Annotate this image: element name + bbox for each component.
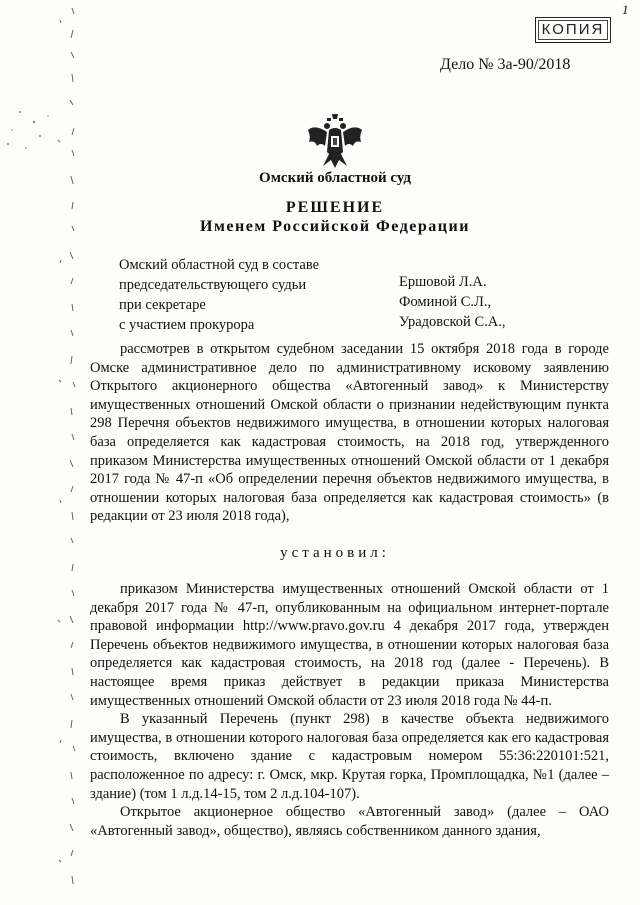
composition-line: Омский областной суд в составе bbox=[119, 257, 320, 273]
body-text bbox=[90, 580, 609, 840]
decision-title: РЕШЕНИЕ bbox=[285, 199, 385, 216]
composition-line: с участием прокурора bbox=[119, 317, 255, 333]
established-heading: установил: bbox=[280, 545, 390, 561]
body-paragraph: приказом Министерства имущественных отношений Омской области от 1 декабря 2017 года № 47-п, опубликованным на официальном интернет-портале правовой информации http://www.pravo.gov.ru 4 декабря 2017 года, утвержден Перечень объектов недвижимого имущества, в отношении которых налоговая база определяется как кадастровая стоимость, на 2018 год (далее - Перечень). В настоящее время приказ действует в редакции приказа Министерства имущественных отношений Омской области от 23 июля 2018 года № 44-п. bbox=[90, 581, 609, 709]
decision-subtitle: Именем Российской Федерации bbox=[200, 218, 470, 235]
coat-of-arms-emblem bbox=[305, 112, 365, 172]
prosecutor-name: Урадовской С.А., bbox=[399, 314, 506, 330]
intro-paragraph-block bbox=[90, 340, 609, 526]
court-name: Омский областной суд bbox=[259, 170, 411, 186]
judge-name: Ершовой Л.А. bbox=[399, 274, 487, 290]
composition-names bbox=[399, 272, 505, 332]
copy-stamp: КОПИЯ bbox=[535, 17, 611, 43]
case-number: Дело № 3а-90/2018 bbox=[440, 56, 571, 73]
secretary-name: Фоминой С.Л., bbox=[399, 294, 492, 310]
intro-paragraph: рассмотрев в открытом судебном заседании 15 октября 2018 года в городе Омске административное дело по административному исковому заявлению Открытого акционерного общества «Автогенный завод» к Министерству имущественных отношений Омской области о признании недействующим пункта 298 Перечня объектов недвижимого имущества, в отношении которых налоговая база определяется как кадастровая стоимость, на 2018 год, утвержденного приказом Министерства имущественных отношений Омской области от 1 декабря 2017 года № 47-п «Об определении перечня объектов недвижимого имущества, в отношении которых налоговая база определяется как кадастровая стоимость» (в редакции от 23 июля 2018 года), bbox=[90, 341, 609, 525]
composition-line: при секретаре bbox=[119, 297, 206, 313]
page-number-mark: 1 bbox=[622, 2, 629, 17]
court-composition bbox=[119, 255, 319, 335]
composition-line: председательствующего судьи bbox=[119, 277, 307, 293]
body-paragraph: В указанный Перечень (пункт 298) в качестве объекта недвижимого имущества, в отношении которого налоговая база определяется как его кадастровая стоимость, включено здание с кадастровым номером 55:36:220101:521, расположенное по адресу: г. Омск, мкр. Крутая горка, Промплощадка, №1 (далее – здание) (том 1 л.д.14-15, том 2 л.д.104-107). bbox=[90, 711, 609, 802]
body-paragraph: Открытое акционерное общество «Автогенный завод» (далее – ОАО «Автогенный завод», общество), являясь собственником данного здания, bbox=[90, 804, 609, 839]
binding-margin-marks bbox=[0, 0, 86, 905]
